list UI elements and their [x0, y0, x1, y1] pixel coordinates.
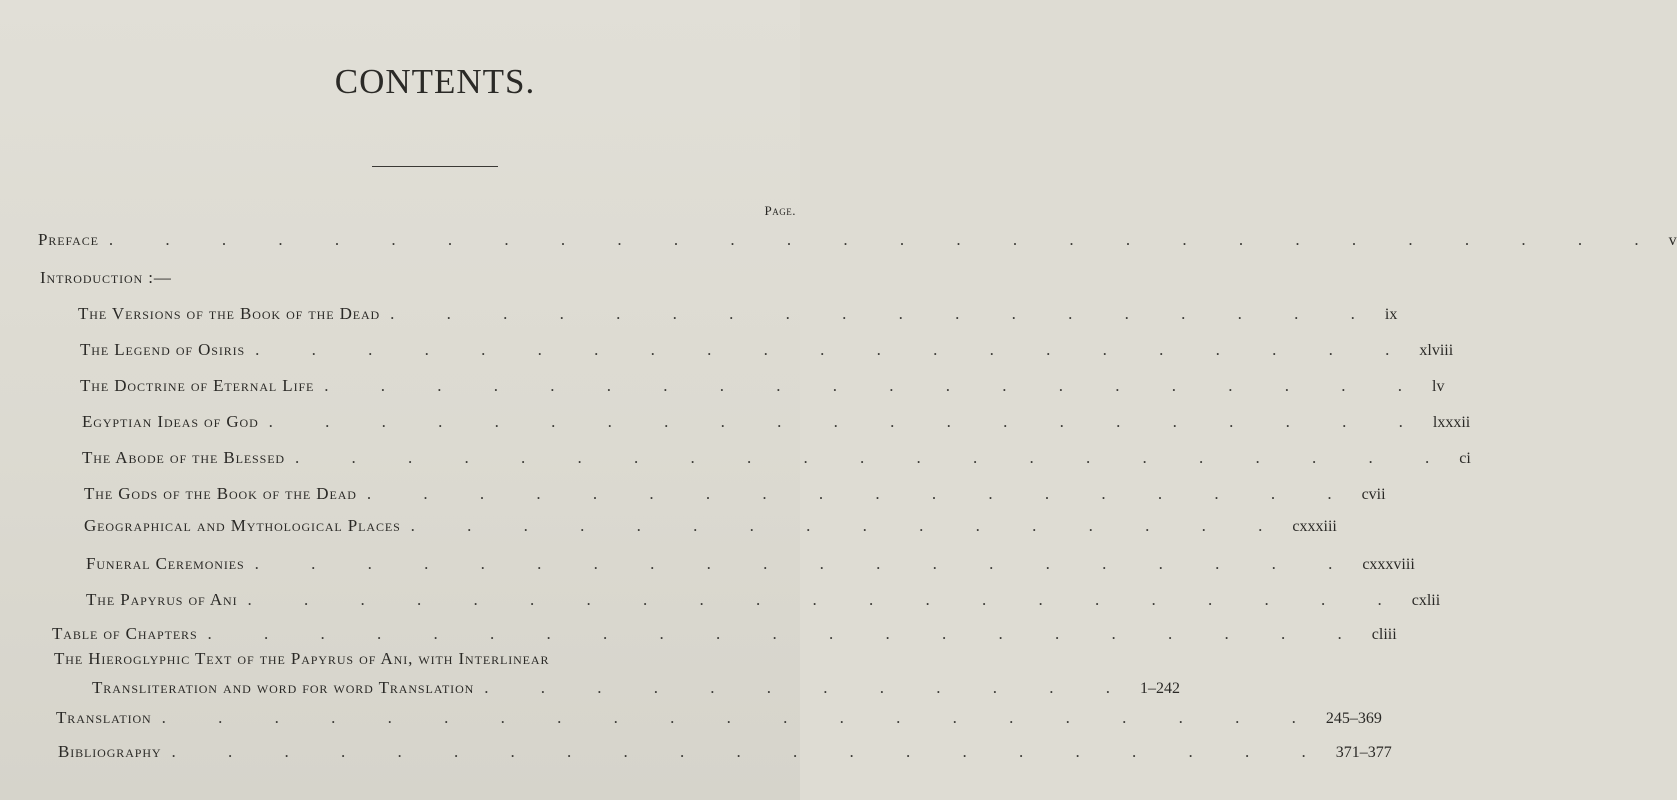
leader-dots: . . . . . . . . . . . . . . . . . . . . . — [295, 448, 1454, 467]
toc-entry-page: ci — [1459, 450, 1471, 467]
toc-entry-page: cxxxviii — [1362, 556, 1415, 573]
leader-dots: . . . . . . . . . . . . . . . . . . . . . — [255, 340, 1414, 359]
leader-dots: . . . . . . . . . . . . . . . . — [410, 516, 1287, 535]
leader-dots: . . . . . . . . . . . . . . . . . . . . . — [207, 624, 1366, 643]
toc-entry-page: v — [1668, 232, 1677, 249]
toc-entry-label: The Hieroglyphic Text of the Papyrus of Ani, with Interlinear — [54, 649, 550, 668]
title-rule — [372, 166, 498, 167]
leader-dots: . . . . . . . . . . . . . . . . . . — [366, 484, 1356, 503]
toc-entry-page: 1–242 — [1139, 680, 1180, 697]
toc-entry-label: The Abode of the Blessed — [82, 448, 285, 467]
toc-entry — [84, 516, 1337, 542]
leader-dots: . . . . . . . . . . . . — [484, 678, 1134, 697]
leader-dots: . . . . . . . . . . . . . . . . . . . . — [254, 554, 1357, 573]
toc-section-heading: Introduction :— — [40, 268, 172, 287]
toc-entry — [52, 624, 1397, 650]
toc-entry-page: 371–377 — [1335, 744, 1392, 761]
toc-entry-page: ix — [1384, 306, 1398, 323]
leader-dots: . . . . . . . . . . . . . . . . . . . . . — [247, 590, 1406, 609]
toc-entry-page: cxlii — [1411, 592, 1441, 609]
toc-entry-page: lv — [1432, 378, 1445, 395]
leader-dots: . . . . . . . . . . . . . . . . . . . . . — [161, 708, 1320, 727]
toc-entry — [78, 304, 1398, 330]
toc-entry-label: Transliteration and word for word Translation — [92, 678, 475, 697]
toc-entry-label: The Legend of Osiris — [80, 340, 246, 359]
toc-entry-page: lxxxii — [1432, 414, 1471, 431]
toc-entry — [82, 412, 1471, 438]
toc-entry — [80, 376, 1445, 402]
leader-dots: . . . . . . . . . . . . . . . . . . . . — [324, 376, 1427, 395]
toc-entry-page: cvii — [1361, 486, 1386, 503]
toc-entry — [86, 590, 1441, 616]
toc-entry — [38, 230, 1677, 256]
toc-entry-page: cliii — [1371, 626, 1397, 643]
toc-entry-label: Bibliography — [58, 742, 162, 761]
toc-entry-label: The Gods of the Book of the Dead — [84, 484, 357, 503]
leader-dots: . . . . . . . . . . . . . . . . . . . . . — [268, 412, 1427, 431]
leader-dots: . . . . . . . . . . . . . . . . . . — [390, 304, 1379, 323]
page-column-label: Page. — [764, 203, 796, 218]
toc-entry — [92, 678, 1180, 704]
toc-entry — [56, 708, 1382, 734]
toc-entry-label: Table of Chapters — [52, 624, 198, 643]
toc-entry-page: xlviii — [1419, 342, 1454, 359]
toc-entry — [84, 484, 1386, 510]
toc-entry-label: The Papyrus of Ani — [86, 590, 238, 609]
leader-dots: . . . . . . . . . . . . . . . . . . . . . . . . . . . . — [108, 230, 1663, 249]
toc-entry — [58, 742, 1392, 768]
leader-dots: . . . . . . . . . . . . . . . . . . . . . — [171, 742, 1330, 761]
toc-entry — [86, 554, 1415, 580]
toc-entry-label: Egyptian Ideas of God — [82, 412, 259, 431]
toc-entry-label: Translation — [56, 708, 152, 727]
page-title: CONTENTS. — [334, 62, 536, 101]
toc-entry-label: Preface — [38, 230, 99, 249]
toc-entry — [82, 448, 1471, 474]
toc-entry-page: cxxxiii — [1292, 518, 1337, 535]
toc-entry — [80, 340, 1454, 366]
toc-entry-label: Funeral Ceremonies — [86, 554, 245, 573]
toc-entry-label: Geographical and Mythological Places — [84, 516, 401, 535]
toc-entry-label: The Doctrine of Eternal Life — [80, 376, 315, 395]
toc-entry-page: 245–369 — [1325, 710, 1382, 727]
toc-entry-label: The Versions of the Book of the Dead — [78, 304, 381, 323]
